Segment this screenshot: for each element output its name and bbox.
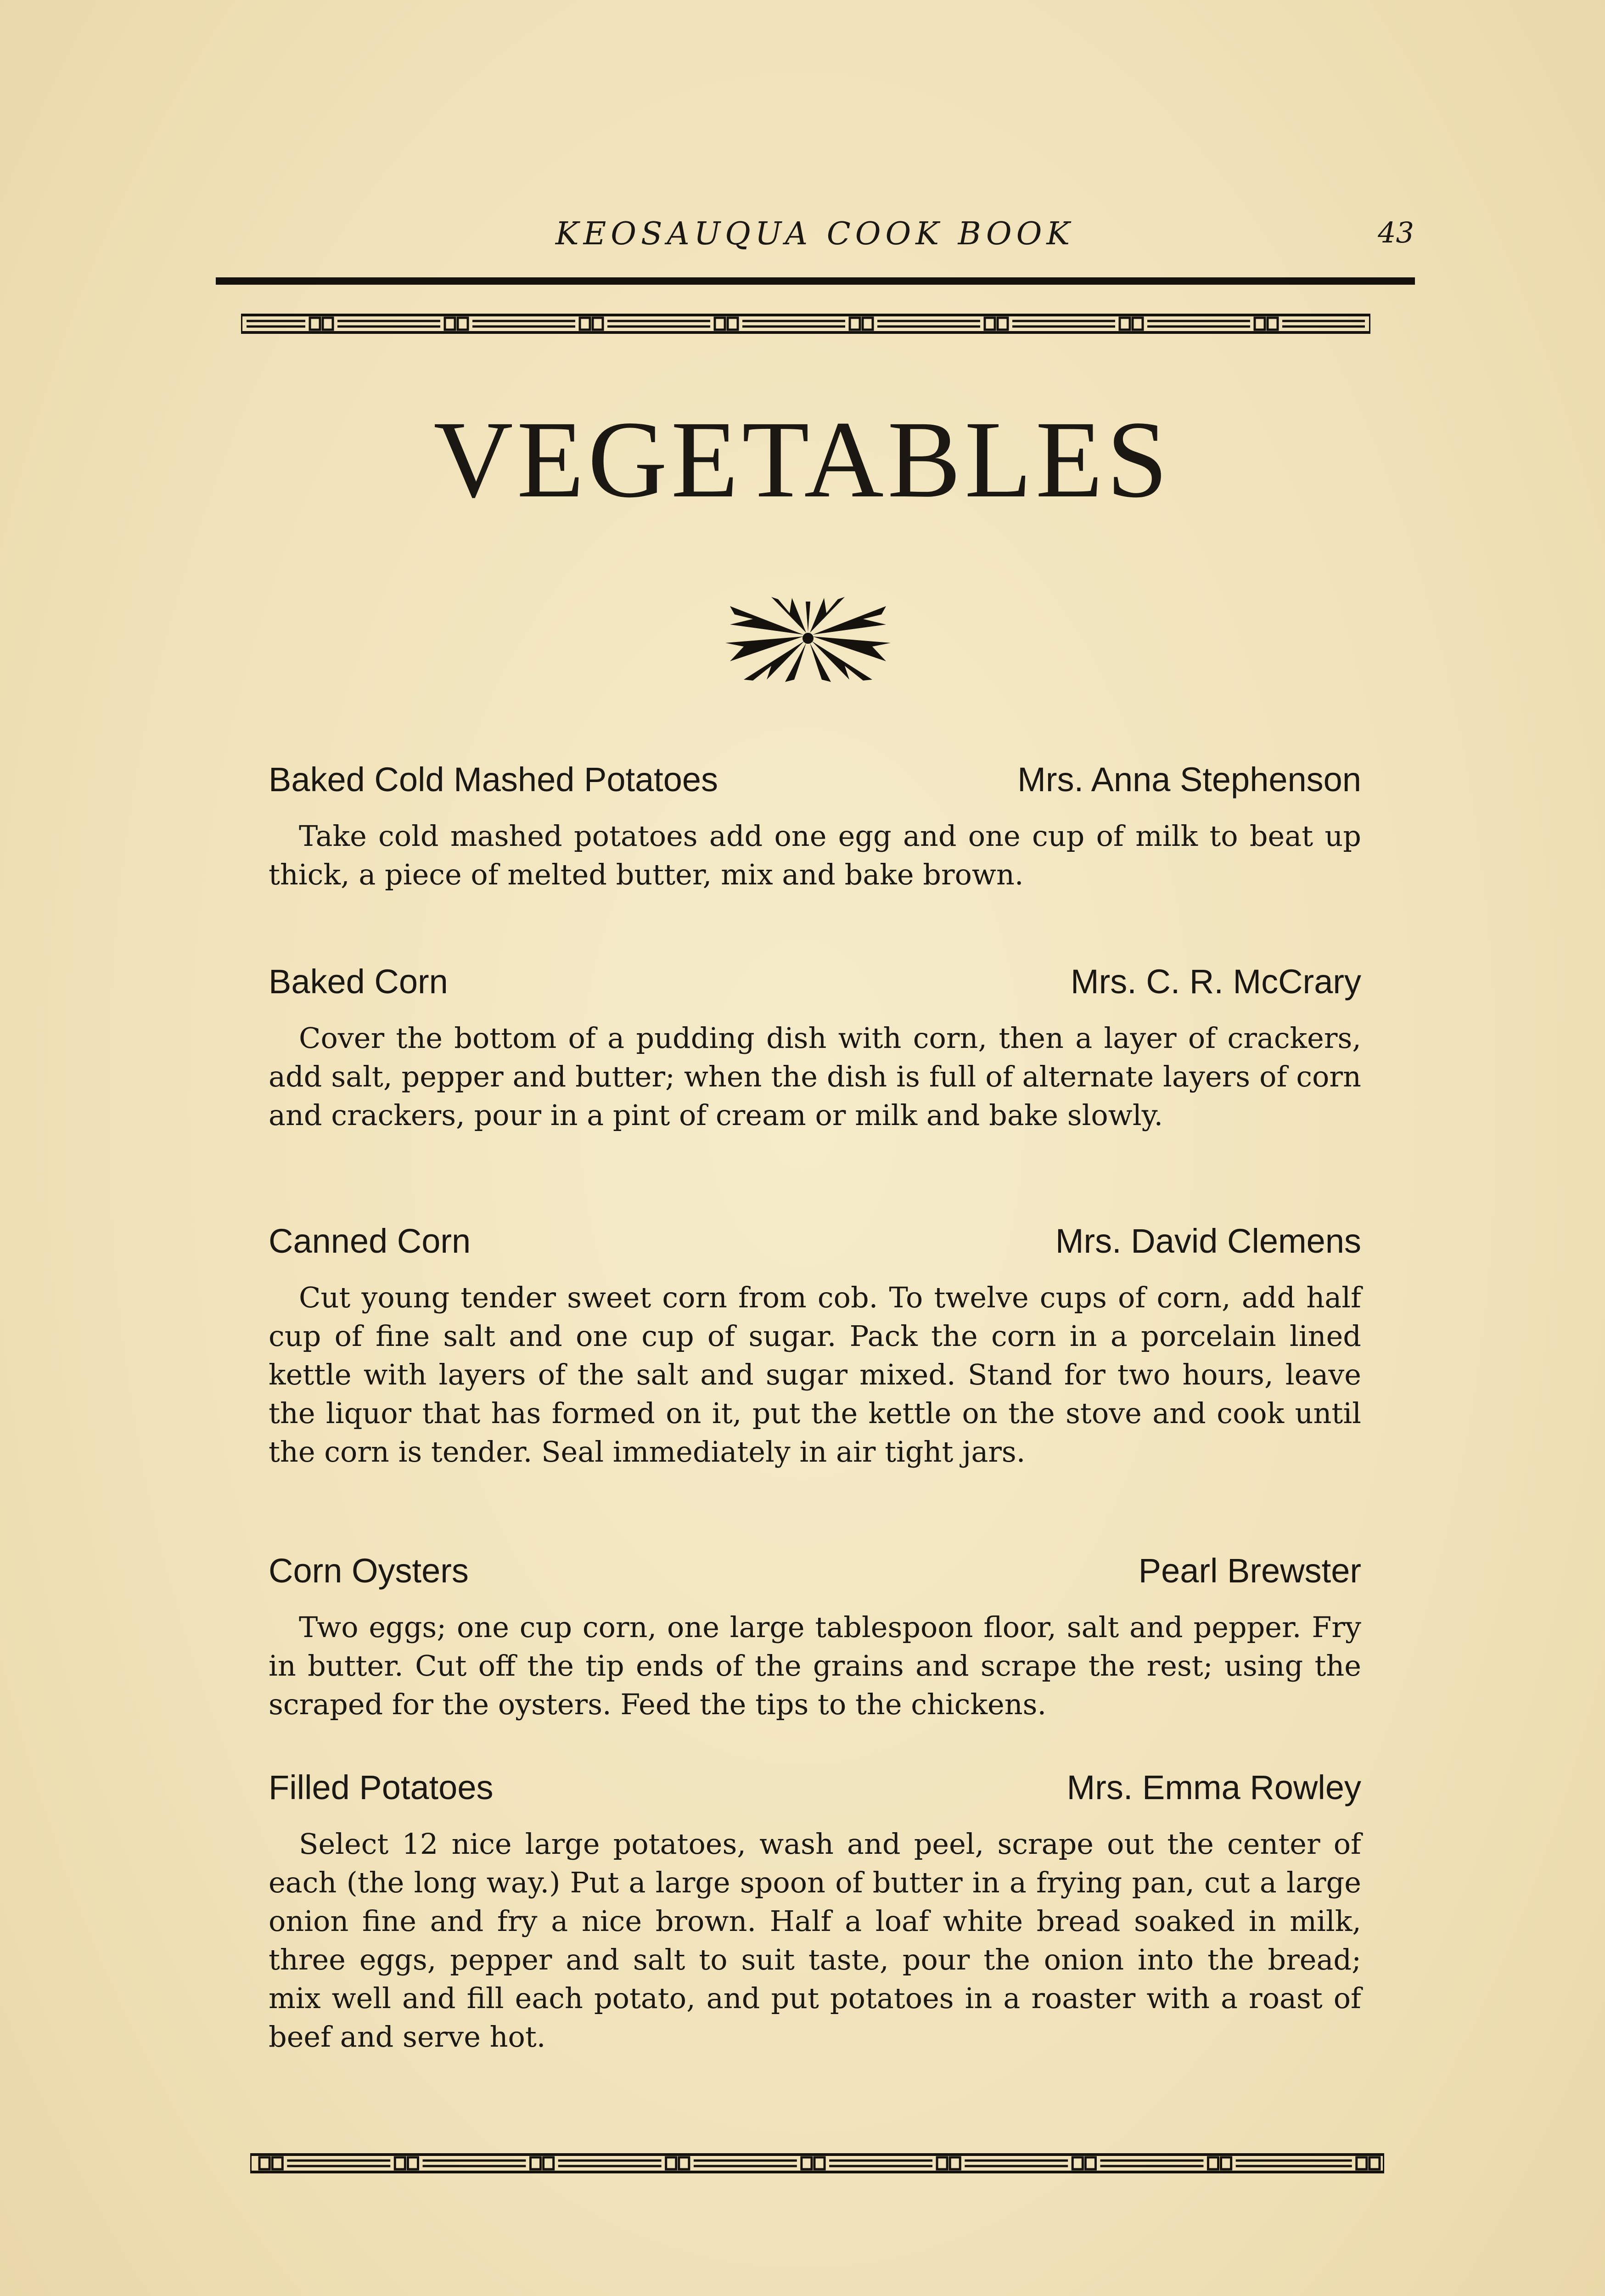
running-title: KEOSAUQUA COOK BOOK [555, 216, 1075, 252]
recipe-text: Take cold mashed potatoes add one egg and one cup of milk to beat up thick, a piece of melted butter, mix and bake brown. [269, 819, 1361, 891]
recipe-author: Mrs. Anna Stephenson [1017, 760, 1361, 799]
recipe-name: Corn Oysters [269, 1552, 469, 1590]
recipe-card [269, 1768, 1361, 2085]
running-head [216, 216, 1414, 257]
recipe-author: Mrs. David Clemens [1055, 1222, 1361, 1260]
recipe-heading [269, 1768, 1361, 1809]
recipe-text: Cut young tender sweet corn from cob. To twelve cups of corn, add half cup of fine salt and one cup of sugar. Pack the corn in a porcelain lined kettle with layers of the salt and sugar mixed. Stand for two hours, leave the liquor that has formed on it, put the kettle on the stove and cook until the corn is tender. Seal immediately in air tight jars. [269, 1281, 1361, 1469]
recipe-author: Mrs. Emma Rowley [1066, 1768, 1361, 1806]
page-number: 43 [1378, 216, 1414, 249]
recipe-text: Two eggs; one cup corn, one large tablespoon floor, salt and pepper. Fry in butter. Cut off the tip ends of the grains and scrape the rest; using the scraped for the oysters. Feed the tips to the chickens. [269, 1610, 1361, 1721]
section-title: VEGETABLES [433, 398, 1172, 520]
decorative-border-top [241, 313, 1370, 334]
recipe-text: Select 12 nice large potatoes, wash and peel, scrape out the center of each (the long way.) Put a large spoon of butter in a frying pan, cut a large onion fine and fry a nice brown. Half a loaf white bread soaked in milk, three eggs, pepper and salt to suit taste, pour the onion into the bread; mix well and fill each potato, and put potatoes in a roaster with a roast of beef and serve hot. [269, 1827, 1361, 2054]
recipe-author: Pearl Brewster [1138, 1552, 1361, 1590]
recipe-heading [269, 962, 1361, 1003]
recipe-heading [269, 760, 1361, 801]
recipe-card [269, 962, 1361, 1163]
decorative-border-bottom [250, 2153, 1384, 2174]
recipe-card [269, 1551, 1361, 1752]
recipe-author: Mrs. C. R. McCrary [1070, 962, 1361, 1001]
recipe-heading [269, 1221, 1361, 1263]
recipe-text: Cover the bottom of a pudding dish with corn, then a layer of crackers, add salt, pepper and butter; when the dish is full of alternate layers of corn and crackers, pour in a pint of cream or milk and bake slowly. [269, 1021, 1361, 1132]
recipe-name: Canned Corn [269, 1222, 471, 1260]
recipe-name: Baked Corn [269, 962, 448, 1001]
recipe-card [269, 1221, 1361, 1500]
recipe-card [269, 760, 1361, 923]
recipe-name: Baked Cold Mashed Potatoes [269, 760, 718, 799]
header-rule [216, 277, 1415, 285]
recipe-heading [269, 1551, 1361, 1593]
recipe-name: Filled Potatoes [269, 1768, 494, 1806]
sunburst-ornament-icon [716, 592, 900, 684]
